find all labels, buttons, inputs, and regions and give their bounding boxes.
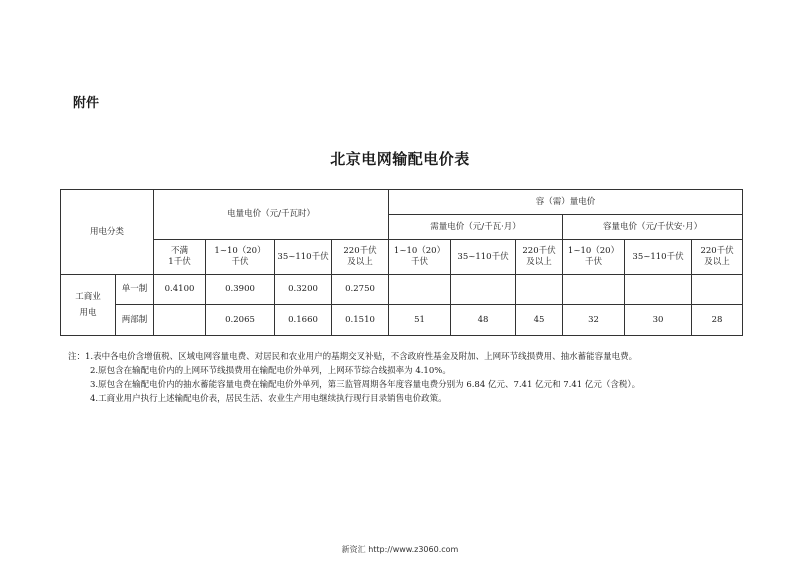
attachment-label: 附件 xyxy=(73,96,100,111)
note-item: 2.原包含在输配电价内的上网环节线损费用在输配电价外单列，上网环节综合线损率为 4.10%。 xyxy=(90,366,451,376)
page-title: 北京电网输配电价表 xyxy=(330,150,470,168)
table-cell: 51 xyxy=(389,305,451,336)
table-cell xyxy=(451,275,516,305)
table-cell xyxy=(563,275,625,305)
row-label: 两部制 xyxy=(116,305,154,336)
demand-col-header: 220千伏 及以上 xyxy=(516,240,563,275)
energy-col-header: 1~10（20） 千伏 xyxy=(206,240,275,275)
capacity-col-header: 220千伏 及以上 xyxy=(692,240,743,275)
table-cell xyxy=(516,275,563,305)
table-cell xyxy=(154,305,206,336)
footer-watermark: 新资汇 http://www.z3060.com xyxy=(341,545,459,554)
table-cell xyxy=(389,275,451,305)
note-item: 4.工商业用户执行上述输配电价表，居民生活、农业生产用电继续执行现行目录销售电价政策。 xyxy=(90,394,447,404)
notes xyxy=(68,350,768,406)
table-row xyxy=(61,275,743,305)
demand-col-header: 35~110千伏 xyxy=(451,240,516,275)
row-label: 单一制 xyxy=(116,275,154,305)
table-cell: 0.1660 xyxy=(275,305,332,336)
table-cell xyxy=(692,275,743,305)
table-cell: 45 xyxy=(516,305,563,336)
demand-price-header: 需量电价（元/千瓦·月） xyxy=(389,215,563,240)
table-cell: 32 xyxy=(563,305,625,336)
energy-col-header: 35~110千伏 xyxy=(275,240,332,275)
category-header: 用电分类 xyxy=(61,190,154,275)
table-cell: 0.1510 xyxy=(332,305,389,336)
table-row xyxy=(61,305,743,336)
demand-col-header: 1~10（20） 千伏 xyxy=(389,240,451,275)
capacity-col-header: 1~10（20） 千伏 xyxy=(563,240,625,275)
table-cell: 0.4100 xyxy=(154,275,206,305)
capacity-col-header: 35~110千伏 xyxy=(625,240,692,275)
table-cell: 0.3900 xyxy=(206,275,275,305)
table-cell: 30 xyxy=(625,305,692,336)
table-cell: 0.3200 xyxy=(275,275,332,305)
note-item: 注：1.表中各电价含增值税、区域电网容量电费、对居民和农业用户的基期交叉补贴，不含政府性基金及附加、上网环节线损费用、抽水蓄能容量电费。 xyxy=(68,352,638,362)
table-cell: 0.2750 xyxy=(332,275,389,305)
note-item: 3.原包含在输配电价内的抽水蓄能容量电费在输配电价外单列，第三监管周期各年度容量电费分别为 6.84 亿元、7.41 亿元和 7.41 亿元（含税）。 xyxy=(90,380,641,390)
capacity-sub-header: 容量电价（元/千伏安·月） xyxy=(563,215,743,240)
row-group-label: 工商业 用电 xyxy=(61,275,116,336)
energy-col-header: 220千伏 及以上 xyxy=(332,240,389,275)
table-cell: 48 xyxy=(451,305,516,336)
table-cell: 0.2065 xyxy=(206,305,275,336)
table-cell: 28 xyxy=(692,305,743,336)
capacity-price-header: 容（需）量电价 xyxy=(389,190,743,215)
price-table xyxy=(60,189,743,336)
table-cell xyxy=(625,275,692,305)
energy-price-header: 电量电价（元/千瓦时） xyxy=(154,190,389,240)
energy-col-header: 不满 1千伏 xyxy=(154,240,206,275)
